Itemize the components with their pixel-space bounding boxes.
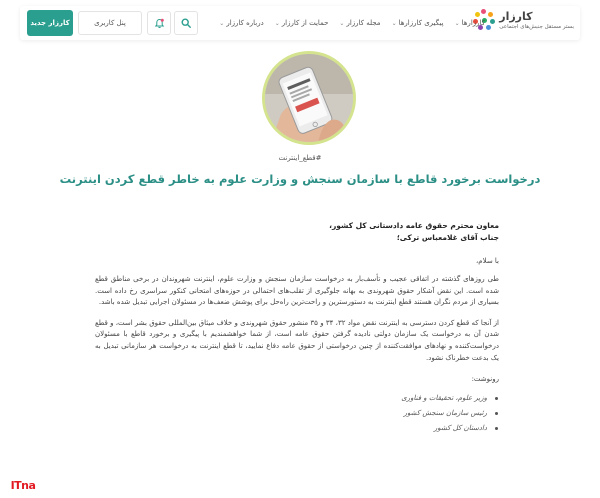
bell-icon xyxy=(154,18,165,29)
nav-item-label: مجله کارزار xyxy=(346,19,381,27)
itna-watermark-logo xyxy=(3,475,43,495)
nav-item-label: پیگیری کارزارها xyxy=(398,19,444,27)
search-icon xyxy=(181,18,191,28)
campaign-image xyxy=(262,51,356,145)
campaign-letter xyxy=(95,220,499,436)
cc-item: وزیر علوم، تحقیقات و فناوری xyxy=(95,391,499,406)
chevron-down-icon: ⌄ xyxy=(391,19,397,27)
notification-button[interactable] xyxy=(147,11,171,35)
nav-item-campaigns[interactable] xyxy=(455,19,485,27)
salutation-line-2: جناب آقای غلامعباس ترکی؛ xyxy=(396,233,499,242)
campaign-title: درخواست برخورد قاطع با سازمان سنجش و وزارت علوم به خاطر قطع کردن اینترنت xyxy=(59,172,541,186)
chevron-down-icon: ⌄ xyxy=(219,19,225,27)
greeting: با سلام، xyxy=(476,257,499,265)
letter-paragraph-2: از آنجا که قطع کردن دسترسی به اینترنت نقض مواد ۳۲، ۳۴ و ۳۵ منشور حقوق شهروندی و خلاف میثاق بین‌المللی حقوق بشر است، و قطع شدن آن به درخواست یک سازمان دولتی نادیده گرفتن حقوق عامه است، از شما خواهشمندیم با پیگیری و برخورد قاطع با مسئولان درخواست‌کننده و نهادهای موافقت‌کننده از چنین درخواستی از حقوق عامه دفاع نمایید، تا قطع اینترنت به درخواست هر سازمانی تبدیل به یک بدعت خطرناک نشود. xyxy=(95,318,499,362)
site-header xyxy=(20,6,580,40)
search-button[interactable] xyxy=(174,11,198,35)
logo-text xyxy=(499,10,574,31)
nav-item-follow-up[interactable] xyxy=(392,19,444,27)
cc-title: رونوشت: xyxy=(471,375,499,384)
site-logo[interactable] xyxy=(473,9,574,31)
campaign-hashtag[interactable]: #قطع_اینترنت xyxy=(278,154,322,162)
phone-in-hand-image xyxy=(262,54,353,145)
chevron-down-icon: ⌄ xyxy=(454,19,460,27)
main-nav xyxy=(219,6,485,40)
chevron-down-icon: ⌄ xyxy=(274,19,280,27)
new-campaign-button[interactable]: کارزار جدید xyxy=(27,10,73,36)
user-panel-button[interactable]: پنل کاربری xyxy=(78,11,142,35)
logo-name: کارزار xyxy=(499,9,533,23)
nav-item-about[interactable] xyxy=(219,19,263,27)
nav-item-label: حمایت از کارزار xyxy=(281,19,329,27)
letter-paragraph-1: طی روزهای گذشته در اتفاقی عجیب و تأسف‌بار به درخواست سازمان سنجش و وزارت علوم، اینترنت شهروندان در برخی مناطق قطع شده است. این نقض آشکار حقوق شهروندی به بهانه جلوگیری از تقلب‌های احتمالی در حوزه‌های امتحانی کنکور سراسری رخ داده است. بسیاری از مردم نگران هستند قطع اینترنت به دستورسترین و راحت‌ترین راه‌حل برای پوشش ضعف‌ها در مسئولان اجرایی تبدیل شده باشد. xyxy=(95,275,499,307)
logo-tagline: بستر مستقل جنبش‌های اجتماعی xyxy=(499,23,574,30)
cc-item: دادستان کل کشور xyxy=(95,421,499,436)
cc-item: رئیس سازمان سنجش کشور xyxy=(95,406,499,421)
salutation-line-1: معاون محترم حقوق عامه دادستانی کل کشور، xyxy=(329,221,499,230)
nav-item-label: کارزارها xyxy=(461,19,485,27)
watermark-text: ITna xyxy=(10,478,36,492)
nav-item-magazine[interactable] xyxy=(339,19,380,27)
cc-list xyxy=(95,391,499,436)
nav-item-support[interactable] xyxy=(275,19,329,27)
chevron-down-icon: ⌄ xyxy=(339,19,345,27)
nav-item-label: درباره کارزار xyxy=(226,19,264,27)
